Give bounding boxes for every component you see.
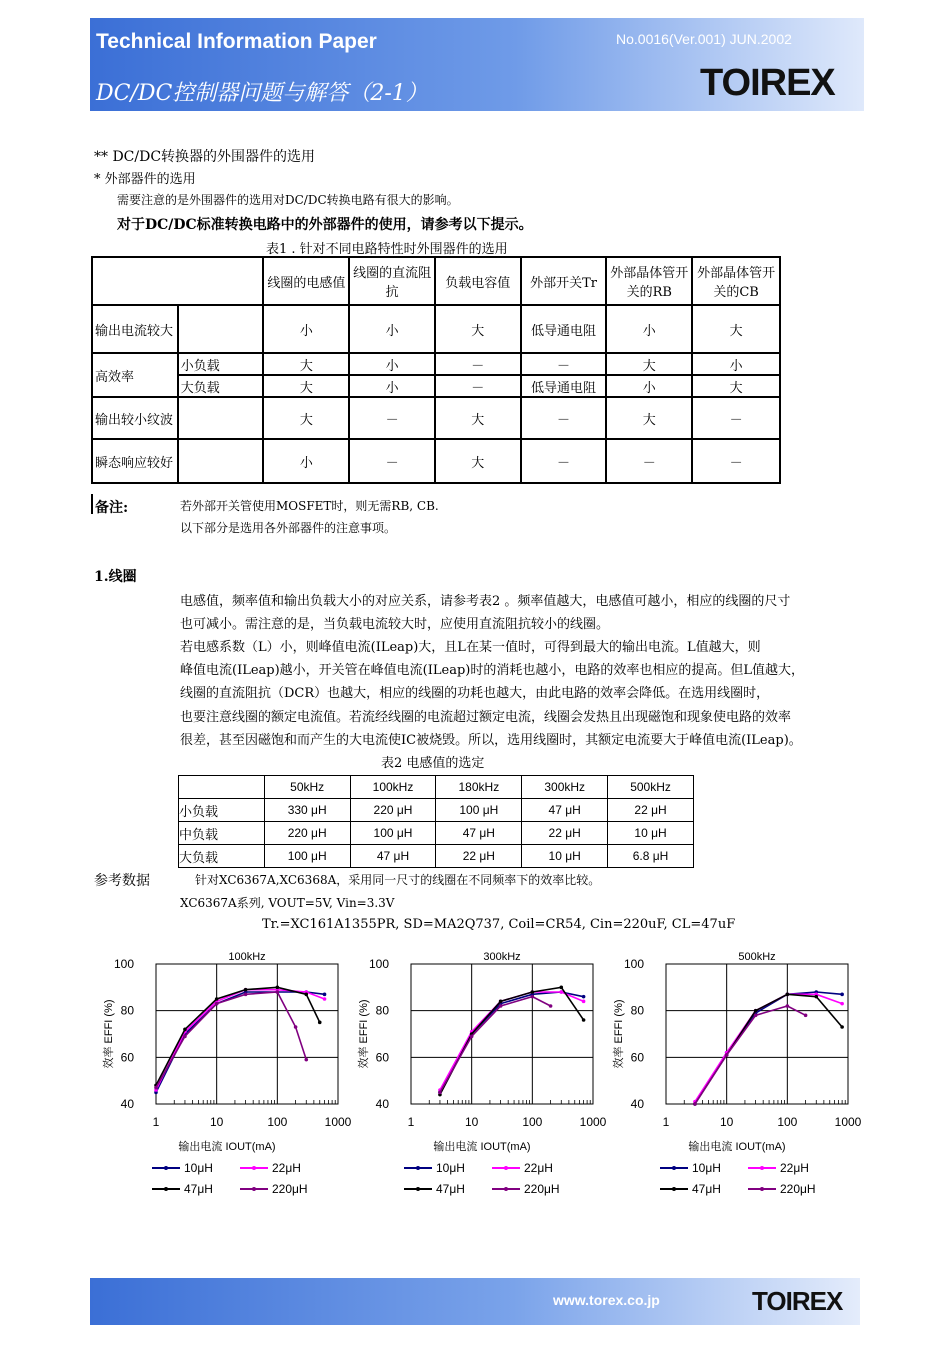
- table2: [178, 775, 694, 868]
- data-point: [294, 1025, 298, 1029]
- footer-url[interactable]: www.torex.co.jp: [553, 1292, 660, 1308]
- table1-cell: －: [349, 397, 435, 439]
- table1-header: 线圈的直流阻抗: [349, 257, 435, 305]
- data-point: [559, 990, 563, 994]
- data-point: [499, 1004, 503, 1008]
- legend-marker: [504, 1166, 508, 1170]
- data-point: [840, 993, 844, 997]
- y-tick-label: 80: [375, 1003, 389, 1018]
- table1-cell: 大: [263, 353, 349, 375]
- data-point: [840, 1025, 844, 1029]
- x-tick-label: 1000: [324, 1115, 352, 1129]
- chart-title: 100kHz: [228, 951, 266, 963]
- table2-header: 50kHz: [264, 776, 350, 799]
- table2-cell: 220 μH: [350, 799, 436, 822]
- y-axis-label: 效率 EFFI (%): [613, 999, 625, 1069]
- x-tick-label: 100: [267, 1115, 288, 1129]
- series-line: [156, 987, 320, 1085]
- table1-cell: 大: [606, 397, 692, 439]
- table1-cell: 大: [435, 439, 521, 483]
- x-axis-label: 输出电流 IOUT(mA): [688, 1141, 786, 1153]
- x-tick-label: 10: [719, 1115, 734, 1129]
- footer-banner: [90, 1278, 860, 1325]
- table1-cell: 低导通电阻: [521, 305, 607, 353]
- data-point: [304, 1058, 308, 1062]
- legend-marker: [760, 1187, 764, 1191]
- table2-cell: 100 μH: [436, 799, 522, 822]
- legend-marker: [252, 1187, 256, 1191]
- efficiency-chart-300khz: [345, 944, 615, 1159]
- legend-marker: [760, 1166, 764, 1170]
- data-point: [582, 1018, 586, 1022]
- data-point: [470, 1035, 474, 1039]
- x-tick-label: 1000: [834, 1115, 862, 1129]
- data-point: [276, 990, 280, 994]
- table1-cell: 小: [263, 439, 349, 483]
- table2-header: 100kHz: [350, 776, 436, 799]
- legend-marker: [672, 1187, 676, 1191]
- series-line: [156, 992, 306, 1088]
- legend-label: 10μH: [184, 1161, 213, 1175]
- table1-header: 外部晶体管开关的RB: [606, 257, 692, 305]
- table1-row-sublabel: [178, 397, 264, 439]
- note-marker: [91, 494, 93, 514]
- data-point: [754, 1014, 758, 1018]
- legend-marker: [672, 1166, 676, 1170]
- header-title: Technical Information Paper: [96, 30, 377, 53]
- table2-cell: 22 μH: [608, 799, 694, 822]
- data-point: [693, 1102, 697, 1106]
- reference-conditions: Tr.=XC161A1355PR, SD=MA2Q737, Coil=CR54, Cin=220uF, CL=47uF: [262, 917, 736, 932]
- legend-label: 22μH: [524, 1161, 553, 1175]
- legend-label: 22μH: [780, 1161, 809, 1175]
- table1-cell: 大: [435, 397, 521, 439]
- x-tick-label: 1000: [579, 1115, 607, 1129]
- table1-row-label: 输出较小纹波: [92, 397, 178, 439]
- data-point: [840, 1002, 844, 1006]
- table-row: [92, 375, 780, 397]
- document-number: No.0016(Ver.001) JUN.2002: [616, 31, 792, 47]
- table1-cell: －: [606, 439, 692, 483]
- table1-row-sublabel: 大负载: [178, 375, 264, 397]
- data-point: [754, 1009, 758, 1013]
- data-point: [215, 1002, 219, 1006]
- intro-text: 需要注意的是外围器件的选用对DC/DC转换电路有很大的影响。: [117, 193, 459, 207]
- torex-logo: TOIREX: [700, 62, 835, 104]
- x-tick-label: 1: [662, 1115, 670, 1129]
- data-point: [804, 1014, 808, 1018]
- table1-header: 负载电容值: [435, 257, 521, 305]
- y-tick-label: 40: [375, 1097, 389, 1111]
- table-row: [179, 822, 694, 845]
- table1-cell: －: [435, 353, 521, 375]
- table1-cell: －: [521, 439, 607, 483]
- table-row: [92, 397, 780, 439]
- table1-cell: －: [521, 397, 607, 439]
- table1-cell: －: [692, 439, 780, 483]
- footer-logo: TOIREX: [752, 1286, 843, 1316]
- x-tick-label: 1: [407, 1115, 415, 1129]
- data-point: [244, 993, 248, 997]
- table1-cell: 小: [263, 305, 349, 353]
- data-point: [183, 1035, 187, 1039]
- x-tick-label: 100: [777, 1115, 798, 1129]
- legend-marker: [252, 1166, 256, 1170]
- x-tick-label: 10: [209, 1115, 224, 1129]
- y-tick-label: 100: [368, 957, 389, 971]
- paragraph-line: 线圈的直流阻抗（DCR）也越大，相应的线圈的功耗也越大，由此电路的效率会降低。在选用线圈时，: [180, 686, 770, 701]
- y-tick-label: 60: [120, 1050, 134, 1065]
- table1-cell: 小: [349, 305, 435, 353]
- table1-cell: 大: [606, 353, 692, 375]
- table2-cell: 47 μH: [350, 845, 436, 868]
- y-tick-label: 100: [113, 957, 134, 971]
- series-line: [440, 992, 584, 1092]
- legend-label: 10μH: [436, 1161, 465, 1175]
- efficiency-chart-100khz: [90, 944, 360, 1159]
- data-point: [318, 1021, 322, 1025]
- table1: [91, 256, 781, 484]
- legend-label: 47μH: [184, 1182, 213, 1196]
- table1-row-label: 高效率: [92, 353, 178, 397]
- table1-cell: 小: [349, 353, 435, 375]
- table2-cell: 330 μH: [264, 799, 350, 822]
- table2-cell: 22 μH: [522, 822, 608, 845]
- plot-area: [666, 964, 848, 1104]
- x-tick-label: 100: [522, 1115, 543, 1129]
- table-row: [92, 305, 780, 353]
- paragraph-line: 峰值电流(ILeap)越小，开关管在峰值电流(ILeap)时的消耗也越小，电路的效率也相应的提高。但L值越大，: [180, 663, 804, 678]
- data-point: [244, 988, 248, 992]
- y-tick-label: 40: [630, 1097, 644, 1111]
- y-tick-label: 60: [375, 1050, 389, 1065]
- y-tick-label: 40: [120, 1097, 134, 1111]
- series-line: [695, 992, 842, 1104]
- plot-area: [411, 964, 593, 1104]
- table1-header: 外部开关Tr: [521, 257, 607, 305]
- table-row: [179, 799, 694, 822]
- y-tick-label: 60: [630, 1050, 644, 1065]
- table2-caption: 表2 电感值的选定: [381, 756, 485, 771]
- table1-cell: 小: [606, 305, 692, 353]
- legend-marker: [164, 1187, 168, 1191]
- data-point: [531, 990, 535, 994]
- paragraph-line: 也要注意线圈的额定电流值。若流经线圈的电流超过额定电流，线圈会发热且出现磁饱和现象使电路的效率: [180, 710, 792, 725]
- data-point: [786, 993, 790, 997]
- table1-row-sublabel: [178, 439, 264, 483]
- reference-text: XC6367A系列, VOUT=5V, Vin=3.3V: [180, 896, 395, 910]
- table1-cell: 大: [692, 375, 780, 397]
- legend-marker: [416, 1187, 420, 1191]
- reference-text: 针对XC6367A,XC6368A，采用同一尺寸的线圈在不同频率下的效率比较。: [195, 873, 601, 887]
- x-axis-label: 输出电流 IOUT(mA): [433, 1141, 531, 1153]
- data-point: [323, 997, 327, 1001]
- table1-row-sublabel: [178, 305, 264, 353]
- data-point: [438, 1091, 442, 1095]
- note-text: 若外部开关管使用MOSFET时，则无需RB, CB.: [180, 499, 439, 513]
- data-point: [304, 993, 308, 997]
- header-subtitle: DC/DC控制器问题与解答（2-1）: [96, 81, 428, 106]
- table2-header: 500kHz: [608, 776, 694, 799]
- data-point: [559, 986, 563, 990]
- table2-cell: 10 μH: [608, 822, 694, 845]
- table2-cell: 47 μH: [436, 822, 522, 845]
- paragraph-line: 很差，甚至因磁饱和而产生的大电流使IC被烧毁。所以，选用线圈时，其额定电流要大于峰值电流(ILeap)。: [180, 733, 802, 748]
- data-point: [183, 1028, 187, 1032]
- y-axis-label: 效率 EFFI (%): [103, 999, 115, 1069]
- note-text: 以下部分是选用各外部器件的注意事项。: [180, 521, 397, 535]
- table1-cell: 大: [692, 305, 780, 353]
- table2-cell: 100 μH: [350, 822, 436, 845]
- legend-label: 10μH: [692, 1161, 721, 1175]
- table2-row-label: 大负载: [179, 845, 265, 868]
- table2-cell: 10 μH: [522, 845, 608, 868]
- table1-corner: [92, 257, 263, 305]
- data-point: [582, 1000, 586, 1004]
- chart-title: 300kHz: [483, 951, 521, 963]
- intro-bold-text: 对于DC/DC标准转换电路中的外部器件的使用，请参考以下提示。: [117, 217, 533, 233]
- paragraph-line: 若电感系数（L）小，则峰值电流(ILeap)大，且L在某一值时，可得到最大的输出电流。L值越大，则: [180, 640, 761, 655]
- table-row: [92, 439, 780, 483]
- table2-corner: [179, 776, 265, 799]
- legend-marker: [164, 1166, 168, 1170]
- data-point: [215, 997, 219, 1001]
- intro-subheading: * 外部器件的选用: [94, 172, 196, 187]
- table1-cell: 小: [692, 353, 780, 375]
- section-heading: 1.线圈: [94, 569, 137, 585]
- table1-cell: 大: [435, 305, 521, 353]
- y-axis-label: 效率 EFFI (%): [358, 999, 370, 1069]
- table1-cell: 小: [349, 375, 435, 397]
- legend-label: 220μH: [272, 1182, 308, 1196]
- paragraph-line: 也可减小。需注意的是，当负载电流较大时，应使用直流阻抗较小的线圈。: [180, 617, 610, 632]
- table1-row-label: 瞬态响应较好: [92, 439, 178, 483]
- x-axis-label: 输出电流 IOUT(mA): [178, 1141, 276, 1153]
- chart-legend: [658, 1158, 858, 1200]
- table1-row-sublabel: 小负载: [178, 353, 264, 375]
- data-point: [549, 1004, 553, 1008]
- table1-cell: 大: [263, 375, 349, 397]
- y-tick-label: 80: [630, 1003, 644, 1018]
- table2-cell: 22 μH: [436, 845, 522, 868]
- intro-heading: ** DC/DC转换器的外围器件的选用: [94, 149, 316, 165]
- series-line: [440, 992, 584, 1090]
- table2-header: 300kHz: [522, 776, 608, 799]
- table2-cell: 100 μH: [264, 845, 350, 868]
- table2-header: 180kHz: [436, 776, 522, 799]
- note-label: 备注:: [95, 500, 129, 516]
- chart-legend: [150, 1158, 350, 1200]
- legend-label: 22μH: [272, 1161, 301, 1175]
- efficiency-chart-500khz: [600, 944, 870, 1159]
- data-point: [323, 993, 327, 997]
- table2-cell: 6.8 μH: [608, 845, 694, 868]
- data-point: [725, 1053, 729, 1057]
- x-tick-label: 10: [464, 1115, 479, 1129]
- table1-header: 外部晶体管开关的CB: [692, 257, 780, 305]
- data-point: [786, 1004, 790, 1008]
- table1-cell: 大: [263, 397, 349, 439]
- legend-marker: [504, 1187, 508, 1191]
- table1-caption: 表1 . 针对不同电路特性时外围器件的选用: [266, 242, 508, 257]
- data-point: [531, 995, 535, 999]
- table1-cell: 低导通电阻: [521, 375, 607, 397]
- paragraph-line: 电感值，频率值和输出负载大小的对应关系，请参考表2 。频率值越大，电感值可越小，相应的线圈的尺寸: [180, 594, 791, 609]
- table1-cell: －: [521, 353, 607, 375]
- table2-cell: 47 μH: [522, 799, 608, 822]
- legend-label: 47μH: [436, 1182, 465, 1196]
- table1-cell: －: [692, 397, 780, 439]
- table1-cell: －: [349, 439, 435, 483]
- table1-header: 线圈的电感值: [263, 257, 349, 305]
- x-tick-label: 1: [152, 1115, 160, 1129]
- table1-cell: 小: [606, 375, 692, 397]
- y-tick-label: 80: [120, 1003, 134, 1018]
- data-point: [276, 986, 280, 990]
- reference-label: 参考数据: [94, 873, 150, 889]
- chart-title: 500kHz: [738, 951, 776, 963]
- legend-label: 47μH: [692, 1182, 721, 1196]
- table-row: [179, 845, 694, 868]
- legend-label: 220μH: [780, 1182, 816, 1196]
- chart-legend: [402, 1158, 602, 1200]
- data-point: [814, 995, 818, 999]
- data-point: [154, 1086, 158, 1090]
- table2-row-label: 小负载: [179, 799, 265, 822]
- data-point: [499, 1000, 503, 1004]
- y-tick-label: 100: [623, 957, 644, 971]
- legend-marker: [416, 1166, 420, 1170]
- data-point: [582, 995, 586, 999]
- table2-row-label: 中负载: [179, 822, 265, 845]
- legend-label: 220μH: [524, 1182, 560, 1196]
- table1-cell: －: [435, 375, 521, 397]
- table1-row-label: 输出电流较大: [92, 305, 178, 353]
- table-row: [92, 353, 780, 375]
- table2-cell: 220 μH: [264, 822, 350, 845]
